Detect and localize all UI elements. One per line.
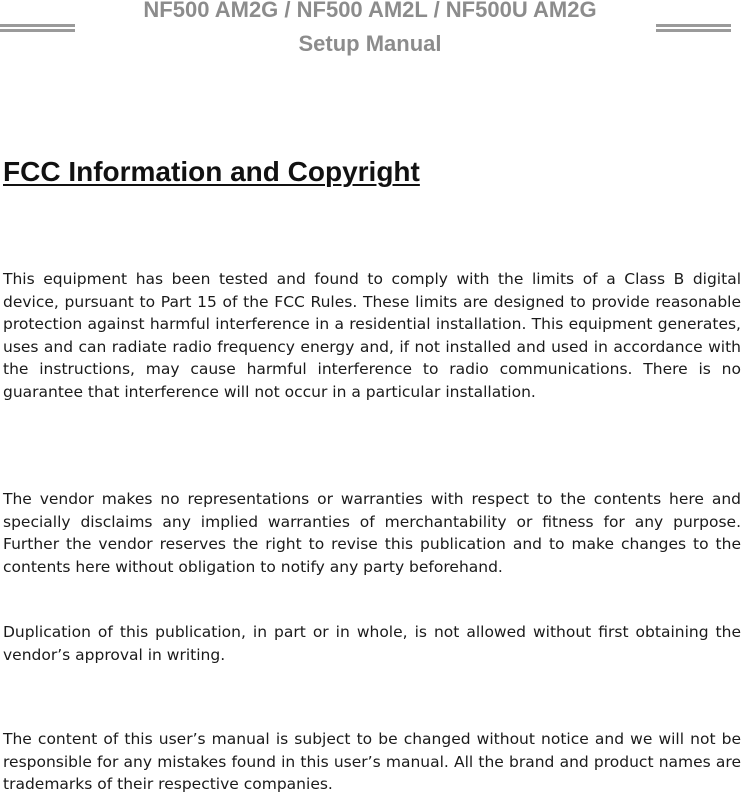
paragraph-warranty-disclaimer: The vendor makes no representations or warranties with respect to the contents here and specially disclaims any implied warranties of merchantability or fitness for any purpose. Further the vendor reserves the right to revise this publication and to make changes to the contents here without obligation to notify any party beforehand. — [3, 490, 741, 576]
page-header — [0, 0, 741, 60]
paragraph-fcc-compliance: This equipment has been tested and found to comply with the limits of a Class B digital device, pursuant to Part 15 of the FCC Rules. These limits are designed to provide reasonable protection against harmful interference in a residential installation. This equipment generates, uses and can radiate radio frequency energy and, if not installed and used in accordance with the instructions, may cause harmful interference to radio communications. There is no guarantee that interference will not occur in a particular installation. — [3, 270, 741, 401]
header-title: NF500 AM2G / NF500 AM2L / NF500U AM2G — [143, 0, 597, 22]
paragraph-content-notice: The content of this user’s manual is subject to be changed without notice and we will not be responsible for any mistakes found in this user’s manual. All the brand and product names are trademarks of their respective companies. — [3, 730, 741, 793]
header-rule-right — [656, 24, 731, 32]
section-title: FCC Information and Copyright — [3, 156, 420, 187]
header-rule-left — [0, 24, 75, 32]
header-subtitle: Setup Manual — [298, 31, 442, 56]
paragraph-duplication-notice: Duplication of this publication, in part or in whole, is not allowed without first obtaining the vendor’s approval in writing. — [3, 623, 741, 664]
